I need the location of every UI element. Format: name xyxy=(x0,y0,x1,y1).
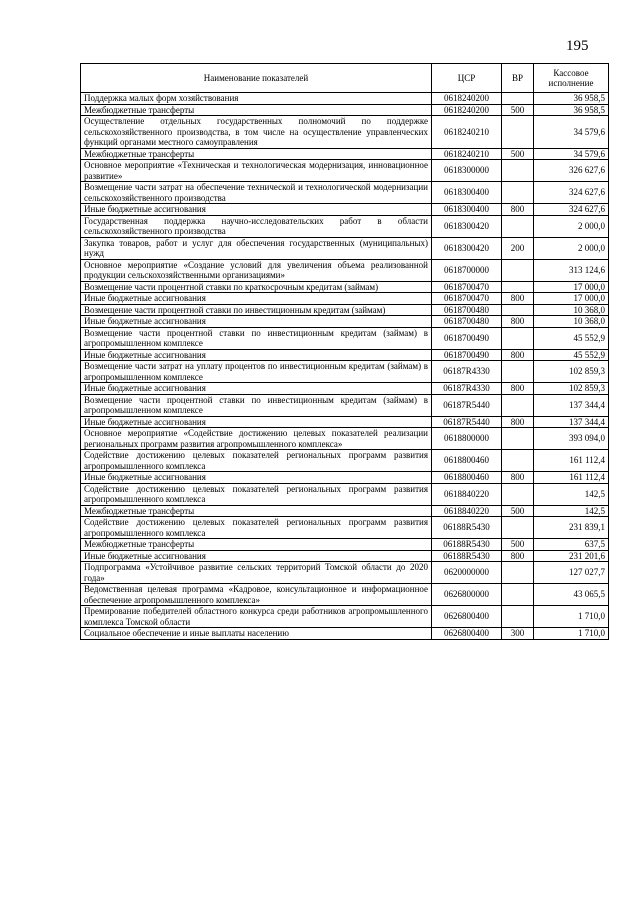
row-name: Социальное обеспечение и иные выплаты населению xyxy=(81,628,432,640)
table-row xyxy=(81,562,609,584)
table-row xyxy=(81,182,609,204)
table-row xyxy=(81,327,609,349)
row-vr: 800 xyxy=(502,316,534,328)
row-csr: 0620000000 xyxy=(432,562,502,584)
row-vr: 500 xyxy=(502,505,534,517)
row-amount: 36 958,5 xyxy=(534,104,609,116)
row-vr: 500 xyxy=(502,148,534,160)
table-row xyxy=(81,416,609,428)
row-name: Ведомственная целевая программа «Кадровое, консультационное и информационное обеспечение агропромышленного комплекса» xyxy=(81,584,432,606)
page-number: 195 xyxy=(566,38,589,54)
row-vr xyxy=(502,116,534,149)
row-vr xyxy=(502,160,534,182)
table-row xyxy=(81,160,609,182)
row-vr: 800 xyxy=(502,204,534,216)
row-name: Иные бюджетные ассигнования xyxy=(81,550,432,562)
row-name: Государственная поддержка научно-исследовательских работ в области сельскохозяйственного производства xyxy=(81,215,432,237)
table-row xyxy=(81,550,609,562)
header-amount: Кассовое исполнение xyxy=(534,64,609,93)
header-row xyxy=(81,64,609,93)
row-name: Межбюджетные трансферты xyxy=(81,104,432,116)
row-vr xyxy=(502,483,534,505)
row-vr xyxy=(502,394,534,416)
row-csr: 0618300420 xyxy=(432,237,502,259)
row-vr: 800 xyxy=(502,416,534,428)
row-amount: 34 579,6 xyxy=(534,148,609,160)
row-vr xyxy=(502,327,534,349)
row-name: Возмещение части затрат на обеспечение технической и технологической модернизации сельскохозяйственного производства xyxy=(81,182,432,204)
row-name: Межбюджетные трансферты xyxy=(81,148,432,160)
row-vr xyxy=(502,606,534,628)
row-csr: 0618240200 xyxy=(432,104,502,116)
row-csr: 0618800460 xyxy=(432,450,502,472)
table-row xyxy=(81,517,609,539)
table-row xyxy=(81,606,609,628)
row-amount: 10 368,0 xyxy=(534,304,609,316)
row-name: Премирование победителей областного конкурса среди работников агропромышленного комплекса Томской области xyxy=(81,606,432,628)
table-row xyxy=(81,505,609,517)
table-row xyxy=(81,304,609,316)
row-vr: 800 xyxy=(502,349,534,361)
row-name: Возмещение части затрат на уплату процентов по инвестиционным кредитам (займам) в агропромышленном комплексе xyxy=(81,361,432,383)
row-csr: 0618300400 xyxy=(432,204,502,216)
row-amount: 17 000,0 xyxy=(534,293,609,305)
table-row xyxy=(81,116,609,149)
row-name: Возмещение части процентной ставки по инвестиционным кредитам (займам) xyxy=(81,304,432,316)
row-csr: 0618300400 xyxy=(432,182,502,204)
row-name: Содействие достижению целевых показателей региональных программ развития агропромышленного комплекса xyxy=(81,517,432,539)
row-vr xyxy=(502,517,534,539)
row-vr: 200 xyxy=(502,237,534,259)
row-amount: 231 839,1 xyxy=(534,517,609,539)
table-row xyxy=(81,281,609,293)
table-row xyxy=(81,316,609,328)
row-amount: 326 627,6 xyxy=(534,160,609,182)
row-csr: 0618700470 xyxy=(432,293,502,305)
table-row xyxy=(81,394,609,416)
row-name: Подпрограмма «Устойчивое развитие сельских территорий Томской области до 2020 года» xyxy=(81,562,432,584)
row-vr xyxy=(502,450,534,472)
row-csr: 0618240200 xyxy=(432,93,502,105)
row-csr: 0618840220 xyxy=(432,483,502,505)
row-csr: 06187R5440 xyxy=(432,394,502,416)
row-csr: 06187R5440 xyxy=(432,416,502,428)
row-amount: 102 859,3 xyxy=(534,361,609,383)
row-vr: 800 xyxy=(502,383,534,395)
table-row xyxy=(81,483,609,505)
row-csr: 06187R4330 xyxy=(432,361,502,383)
row-name: Межбюджетные трансферты xyxy=(81,505,432,517)
row-csr: 0618700480 xyxy=(432,304,502,316)
table-row xyxy=(81,148,609,160)
row-amount: 2 000,0 xyxy=(534,237,609,259)
row-vr: 800 xyxy=(502,550,534,562)
row-vr: 800 xyxy=(502,293,534,305)
header-csr: ЦСР xyxy=(432,64,502,93)
row-name: Иные бюджетные ассигнования xyxy=(81,472,432,484)
row-csr: 0626800400 xyxy=(432,628,502,640)
row-csr: 0618300000 xyxy=(432,160,502,182)
row-amount: 43 065,5 xyxy=(534,584,609,606)
row-amount: 45 552,9 xyxy=(534,349,609,361)
table-row xyxy=(81,104,609,116)
row-amount: 127 027,7 xyxy=(534,562,609,584)
row-amount: 10 368,0 xyxy=(534,316,609,328)
row-name: Основное мероприятие «Создание условий для увеличения объема реализованной продукции сельскохозяйственными организациями» xyxy=(81,259,432,281)
row-vr xyxy=(502,584,534,606)
table-body xyxy=(81,93,609,640)
row-csr: 0618840220 xyxy=(432,505,502,517)
row-csr: 0618240210 xyxy=(432,148,502,160)
row-amount: 231 201,6 xyxy=(534,550,609,562)
row-name: Иные бюджетные ассигнования xyxy=(81,383,432,395)
row-name: Иные бюджетные ассигнования xyxy=(81,316,432,328)
row-csr: 0618800460 xyxy=(432,472,502,484)
row-amount: 142,5 xyxy=(534,483,609,505)
row-name: Межбюджетные трансферты xyxy=(81,539,432,551)
row-vr xyxy=(502,93,534,105)
row-csr: 0618800000 xyxy=(432,428,502,450)
row-name: Закупка товаров, работ и услуг для обеспечения государственных (муниципальных) нужд xyxy=(81,237,432,259)
row-name: Иные бюджетные ассигнования xyxy=(81,416,432,428)
row-vr xyxy=(502,215,534,237)
row-csr: 06188R5430 xyxy=(432,517,502,539)
table-row xyxy=(81,472,609,484)
table-row xyxy=(81,383,609,395)
table-header xyxy=(81,64,609,93)
row-vr xyxy=(502,361,534,383)
row-amount: 142,5 xyxy=(534,505,609,517)
row-name: Иные бюджетные ассигнования xyxy=(81,293,432,305)
table-row xyxy=(81,361,609,383)
row-name: Содействие достижению целевых показателей региональных программ развития агропромышленного комплекса xyxy=(81,450,432,472)
row-amount: 2 000,0 xyxy=(534,215,609,237)
table-row xyxy=(81,584,609,606)
row-csr: 0618700480 xyxy=(432,316,502,328)
row-csr: 0618700000 xyxy=(432,259,502,281)
row-amount: 161 112,4 xyxy=(534,472,609,484)
row-amount: 313 124,6 xyxy=(534,259,609,281)
row-name: Возмещение части процентной ставки по инвестиционным кредитам (займам) в агропромышленном комплексе xyxy=(81,327,432,349)
row-vr xyxy=(502,281,534,293)
table-row xyxy=(81,628,609,640)
row-amount: 393 094,0 xyxy=(534,428,609,450)
row-amount: 137 344,4 xyxy=(534,416,609,428)
row-csr: 06187R4330 xyxy=(432,383,502,395)
row-amount: 17 000,0 xyxy=(534,281,609,293)
row-csr: 0626800400 xyxy=(432,606,502,628)
row-csr: 0618300420 xyxy=(432,215,502,237)
row-vr xyxy=(502,562,534,584)
row-csr: 0618700470 xyxy=(432,281,502,293)
row-vr: 300 xyxy=(502,628,534,640)
row-name: Возмещение части процентной ставки по инвестиционным кредитам (займам) в агропромышленном комплексе xyxy=(81,394,432,416)
row-amount: 102 859,3 xyxy=(534,383,609,395)
row-name: Основное мероприятие «Техническая и технологическая модернизация, инновационное развитие» xyxy=(81,160,432,182)
row-vr xyxy=(502,428,534,450)
row-name: Содействие достижению целевых показателей региональных программ развития агропромышленного комплекса xyxy=(81,483,432,505)
header-vr: ВР xyxy=(502,64,534,93)
row-amount: 36 958,5 xyxy=(534,93,609,105)
row-amount: 161 112,4 xyxy=(534,450,609,472)
row-amount: 324 627,6 xyxy=(534,182,609,204)
table-row xyxy=(81,349,609,361)
row-amount: 137 344,4 xyxy=(534,394,609,416)
row-vr xyxy=(502,259,534,281)
row-vr: 800 xyxy=(502,472,534,484)
row-vr xyxy=(502,182,534,204)
row-name: Возмещение части процентной ставки по краткосрочным кредитам (займам) xyxy=(81,281,432,293)
table-row xyxy=(81,293,609,305)
budget-table xyxy=(80,63,609,640)
row-name: Иные бюджетные ассигнования xyxy=(81,204,432,216)
row-amount: 1 710,0 xyxy=(534,606,609,628)
row-vr xyxy=(502,304,534,316)
row-csr: 0618700490 xyxy=(432,349,502,361)
row-amount: 637,5 xyxy=(534,539,609,551)
row-csr: 06188R5430 xyxy=(432,539,502,551)
row-name: Иные бюджетные ассигнования xyxy=(81,349,432,361)
row-amount: 324 627,6 xyxy=(534,204,609,216)
table-row xyxy=(81,237,609,259)
row-csr: 0618700490 xyxy=(432,327,502,349)
table-row xyxy=(81,259,609,281)
row-csr: 0626800000 xyxy=(432,584,502,606)
header-name: Наименование показателей xyxy=(81,64,432,93)
table-row xyxy=(81,204,609,216)
table-row xyxy=(81,450,609,472)
row-vr: 500 xyxy=(502,539,534,551)
table-row xyxy=(81,428,609,450)
row-name: Поддержка малых форм хозяйствования xyxy=(81,93,432,105)
row-vr: 500 xyxy=(502,104,534,116)
table-row xyxy=(81,215,609,237)
row-name: Основное мероприятие «Содействие достижению целевых показателей реализации региональных программ развития агропромышленного комплекса» xyxy=(81,428,432,450)
row-amount: 34 579,6 xyxy=(534,116,609,149)
row-csr: 0618240210 xyxy=(432,116,502,149)
row-amount: 45 552,9 xyxy=(534,327,609,349)
row-csr: 06188R5430 xyxy=(432,550,502,562)
row-amount: 1 710,0 xyxy=(534,628,609,640)
row-name: Осуществление отдельных государственных полномочий по поддержке сельскохозяйственного производства, в том числе на осуществление управленческих функций органами местного самоуправления xyxy=(81,116,432,149)
table-row xyxy=(81,93,609,105)
table-row xyxy=(81,539,609,551)
